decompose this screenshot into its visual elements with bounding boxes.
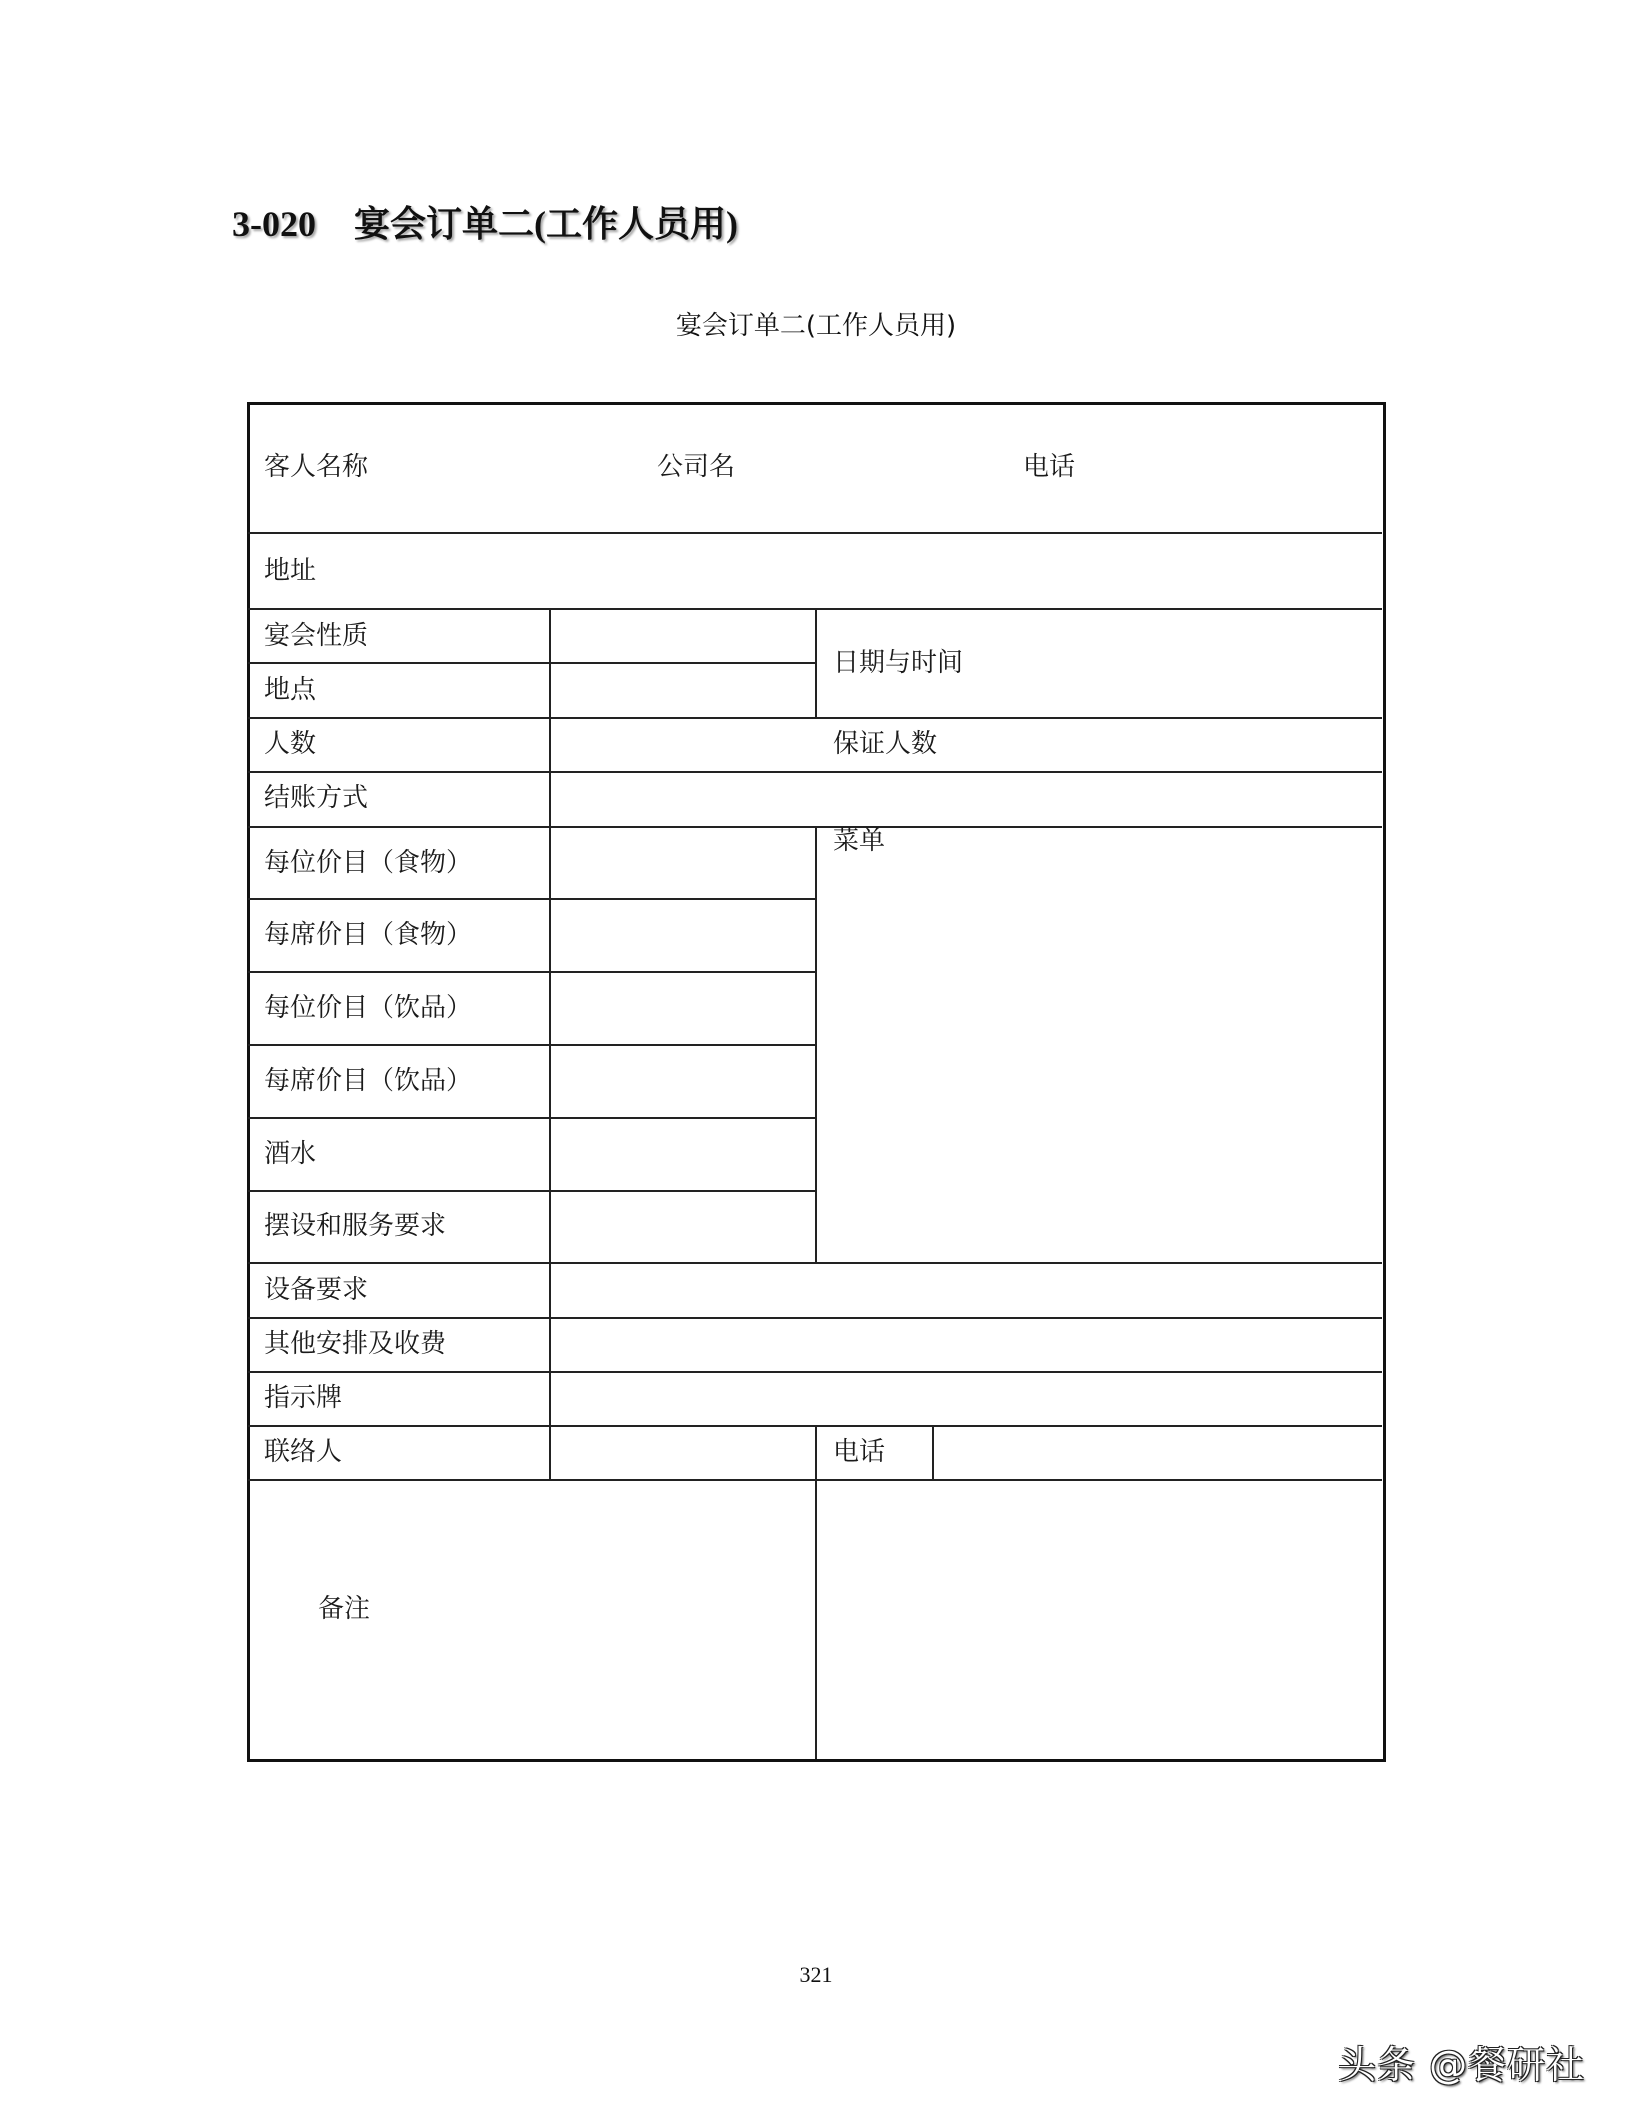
phone-label: 电话: [1023, 452, 1076, 482]
contact-phone-field[interactable]: [934, 1427, 1380, 1479]
price-per-table-food-field[interactable]: [551, 900, 815, 971]
setup-service-requirements-field[interactable]: [551, 1192, 815, 1262]
beverages-label: 酒水: [264, 1139, 317, 1169]
address-field[interactable]: [330, 534, 1380, 608]
contact-person-field[interactable]: [551, 1427, 815, 1479]
headcount-label: 人数: [264, 729, 317, 759]
section-code: 3-020: [232, 204, 316, 244]
equipment-requirements-label: 设备要求: [264, 1275, 369, 1305]
payment-method-label: 结账方式: [264, 783, 369, 813]
section-heading: [232, 196, 738, 247]
guest-name-field[interactable]: [380, 406, 650, 532]
contact-phone-label: 电话: [833, 1437, 886, 1467]
section-title: 宴会订单二(工作人员用): [354, 204, 738, 244]
signage-field[interactable]: [551, 1373, 1380, 1425]
page-number: 321: [799, 1962, 833, 1987]
venue-field[interactable]: [551, 664, 815, 717]
menu-field[interactable]: [817, 865, 1380, 1262]
address-label: 地址: [264, 556, 317, 586]
company-name-field[interactable]: [740, 406, 1010, 532]
remarks-field-right[interactable]: [817, 1481, 1380, 1756]
venue-label: 地点: [264, 675, 317, 705]
form-title: 宴会订单二(工作人员用): [675, 311, 957, 341]
setup-service-requirements-label: 摆设和服务要求: [264, 1211, 447, 1241]
price-per-person-drinks-label: 每位价目（饮品）: [264, 993, 473, 1023]
column-divider: [815, 609, 817, 719]
equipment-requirements-field[interactable]: [551, 1264, 1380, 1317]
price-per-person-food-field[interactable]: [551, 828, 815, 898]
event-type-label: 宴会性质: [264, 621, 369, 651]
remarks-field-left[interactable]: [250, 1481, 815, 1756]
beverages-field[interactable]: [551, 1119, 815, 1190]
date-time-field[interactable]: [985, 610, 1380, 717]
price-per-person-food-label: 每位价目（食物）: [264, 848, 473, 878]
price-per-person-drinks-field[interactable]: [551, 973, 815, 1044]
date-time-label: 日期与时间: [833, 648, 964, 678]
guaranteed-headcount-label: 保证人数: [833, 729, 938, 759]
price-per-table-drinks-field[interactable]: [551, 1046, 815, 1117]
watermark: 头条 @餐研社: [1338, 2043, 1586, 2087]
event-type-field[interactable]: [551, 610, 815, 662]
other-arrangements-field[interactable]: [551, 1319, 1380, 1371]
other-arrangements-label: 其他安排及收费: [264, 1329, 447, 1359]
price-per-table-drinks-label: 每席价目（饮品）: [264, 1066, 473, 1096]
headcount-field[interactable]: [551, 719, 815, 771]
menu-label: 菜单: [833, 826, 886, 856]
signage-label: 指示牌: [264, 1383, 343, 1413]
contact-person-label: 联络人: [264, 1437, 343, 1467]
price-per-table-food-label: 每席价目（食物）: [264, 920, 473, 950]
company-name-label: 公司名: [657, 452, 736, 482]
phone-field[interactable]: [1085, 406, 1380, 532]
guest-name-label: 客人名称: [264, 452, 369, 482]
remarks-label: 备注: [318, 1594, 371, 1624]
guaranteed-headcount-field[interactable]: [950, 719, 1380, 771]
payment-method-field[interactable]: [551, 773, 1380, 826]
